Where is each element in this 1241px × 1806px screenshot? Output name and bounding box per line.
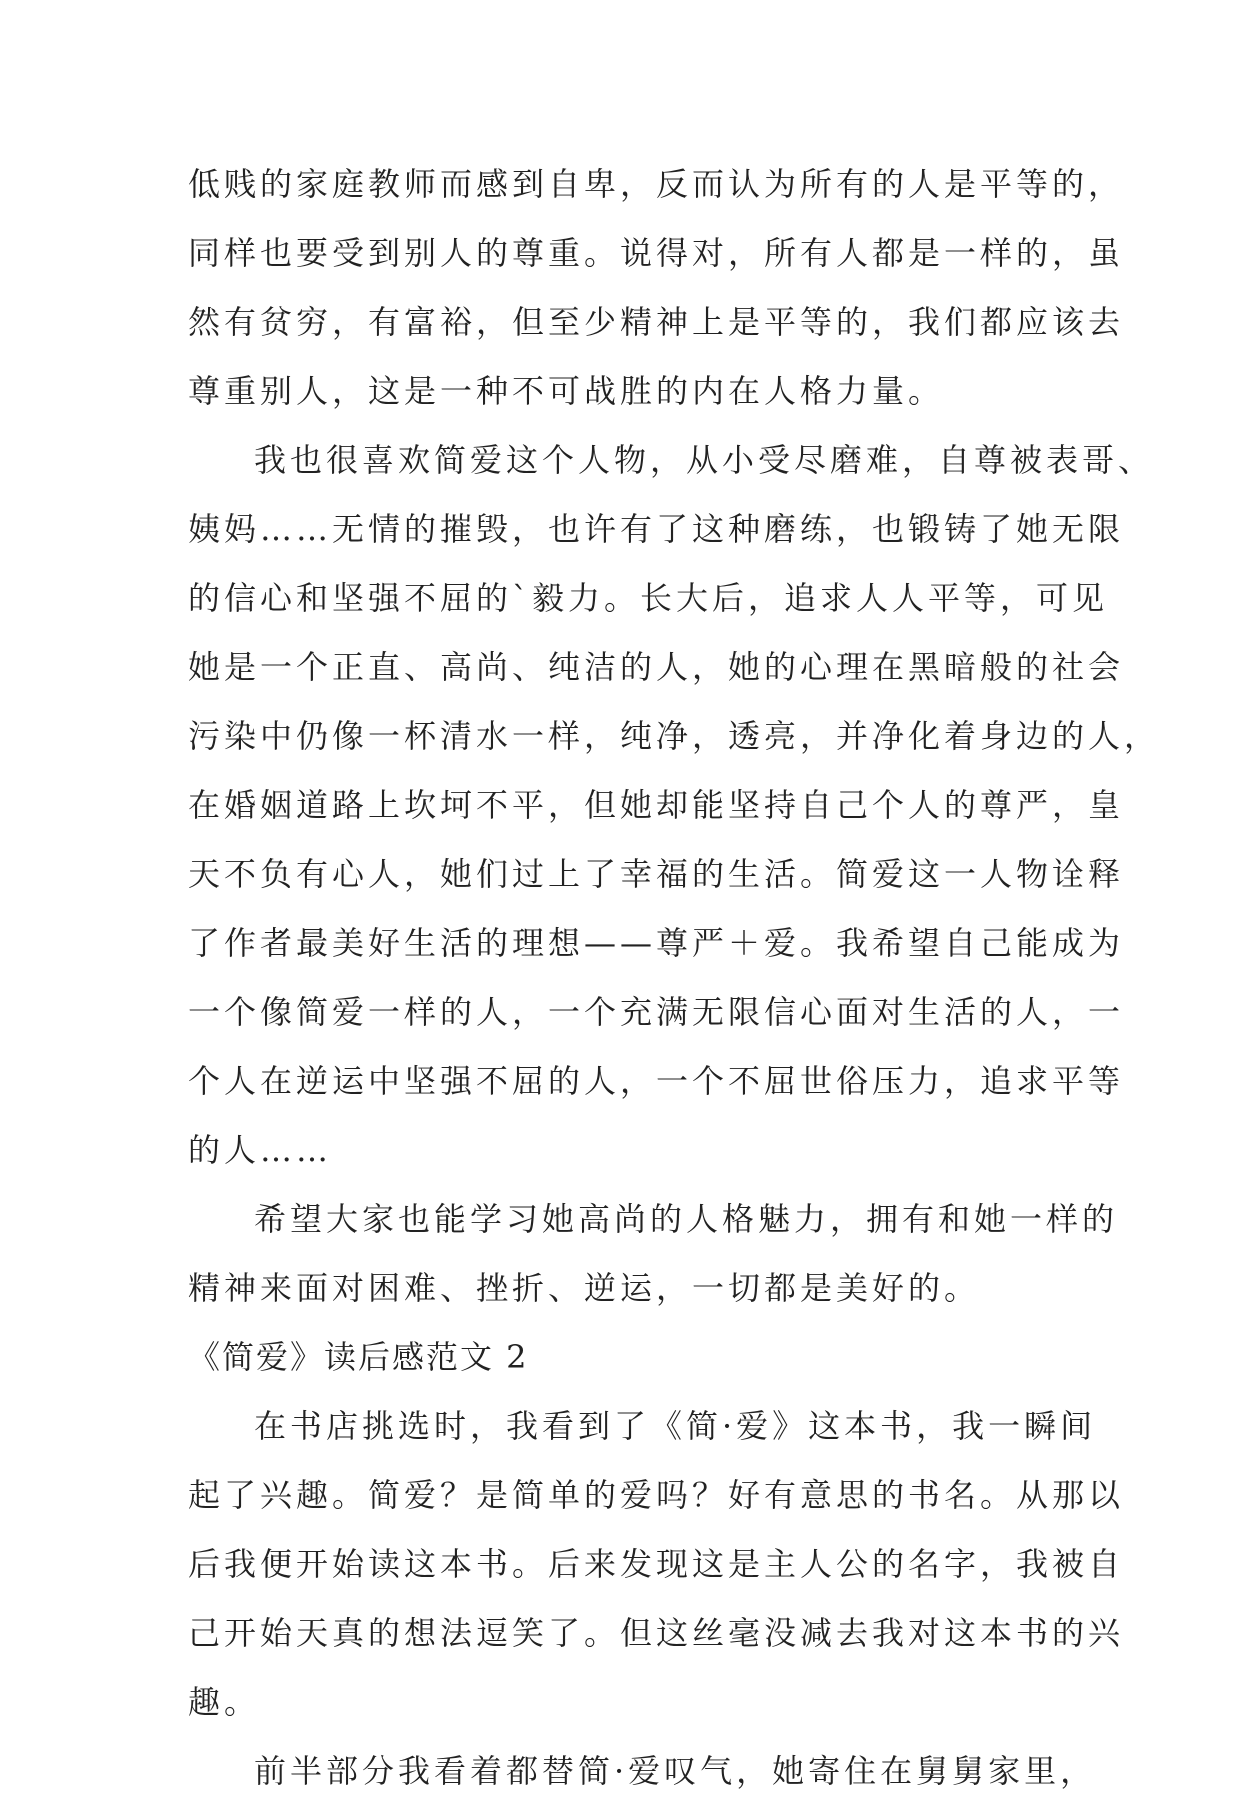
text-line: 天不负有心人，她们过上了幸福的生活。简爱这一人物诠释 (188, 855, 1125, 893)
text-line: 同样也要受到别人的尊重。说得对，所有人都是一样的，虽 (188, 234, 1125, 272)
text-line: 精神来面对困难、挫折、逆运，一切都是美好的。 (188, 1269, 981, 1307)
text-line: 己开始天真的想法逗笑了。但这丝毫没减去我对这本书的兴 (188, 1614, 1125, 1652)
paragraph-start-line: 在书店挑选时，我看到了《简·爱》这本书，我一瞬间 (254, 1407, 1097, 1445)
text-line: 污染中仍像一杯清水一样，纯净，透亮，并净化着身边的人， (188, 717, 1161, 755)
paragraph-start-line: 前半部分我看着都替简·爱叹气，她寄住在舅舅家里， (254, 1752, 1097, 1790)
text-line: 的人…… (188, 1131, 333, 1169)
text-line: 了作者最美好生活的理想——尊严＋爱。我希望自己能成为 (188, 924, 1125, 962)
text-line: 尊重别人，这是一种不可战胜的内在人格力量。 (188, 372, 945, 410)
paragraph-start-line: 我也很喜欢简爱这个人物，从小受尽磨难，自尊被表哥、 (254, 441, 1155, 479)
text-line: 一个像简爱一样的人，一个充满无限信心面对生活的人，一 (188, 993, 1125, 1031)
paragraph-start-line: 希望大家也能学习她高尚的人格魅力，拥有和她一样的 (254, 1200, 1119, 1238)
text-line: 趣。 (188, 1683, 261, 1721)
text-line: 然有贫穷，有富裕，但至少精神上是平等的，我们都应该去 (188, 303, 1125, 341)
text-line: 个人在逆运中坚强不屈的人，一个不屈世俗压力，追求平等 (188, 1062, 1125, 1100)
document-body (188, 150, 1161, 1806)
text-line: 的信心和坚强不屈的`毅力。长大后，追求人人平等，可见 (188, 579, 1109, 617)
text-line: 低贱的家庭教师而感到自卑，反而认为所有的人是平等的， (188, 165, 1125, 203)
text-line: 姨妈……无情的摧毁，也许有了这种磨练，也锻铸了她无限 (188, 510, 1125, 548)
text-line: 她是一个正直、高尚、纯洁的人，她的心理在黑暗般的社会 (188, 648, 1125, 686)
text-line: 后我便开始读这本书。后来发现这是主人公的名字，我被自 (188, 1545, 1125, 1583)
text-line: 在婚姻道路上坎坷不平，但她却能坚持自己个人的尊严，皇 (188, 786, 1125, 824)
text-line: 起了兴趣。简爱？是简单的爱吗？好有意思的书名。从那以 (188, 1476, 1125, 1514)
section-heading: 《简爱》读后感范文 2 (188, 1338, 529, 1376)
